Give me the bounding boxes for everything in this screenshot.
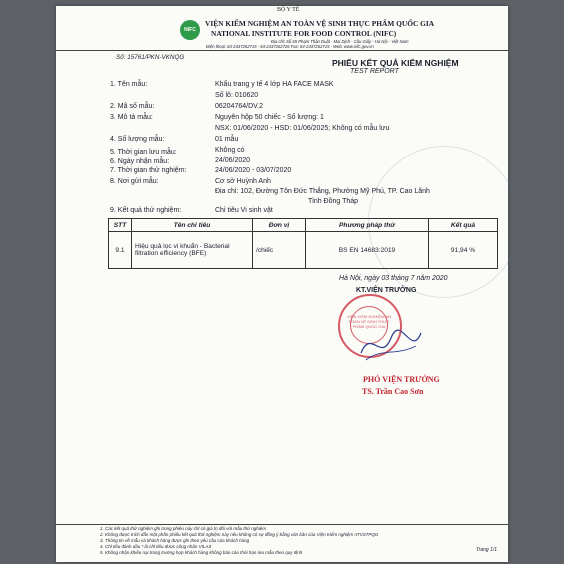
- col-result: Kết quả: [429, 219, 498, 232]
- field-value: NSX: 01/06/2020 - HSD: 01/06/2025; Không có mẫu lưu: [215, 125, 390, 132]
- cell-name: Hiệu quả lọc vi khuẩn - Bacterial filtration efficiency (BFE): [132, 232, 253, 269]
- signer-position: PHÓ VIỆN TRƯỞNG: [363, 375, 440, 384]
- field-label: 8. Nơi gửi mẫu:: [110, 178, 159, 185]
- field-value: Khẩu trang y tế 4 lớp HA FACE MASK: [215, 81, 334, 88]
- field-value: Không có: [215, 147, 245, 154]
- table-header-row: [109, 219, 498, 232]
- col-method: Phương pháp thử: [306, 219, 429, 232]
- field-label: 3. Mô tả mẫu:: [110, 114, 153, 121]
- footnote: 4. Chỉ tiêu đánh dấu * là chỉ tiêu được công nhận VILAS: [100, 544, 212, 549]
- ministry-name: BỘ Y TẾ: [277, 7, 300, 13]
- field-value: 24/06/2020 - 03/07/2020: [215, 167, 292, 174]
- issue-date: Hà Nội, ngày 03 tháng 7 năm 2020: [339, 275, 448, 282]
- field-value: Số lô: 010620: [215, 92, 259, 99]
- nifc-logo: NIFC: [180, 20, 200, 40]
- cell-stt: 9.1: [109, 232, 132, 269]
- col-name: Tên chỉ tiêu: [132, 219, 253, 232]
- field-label: 4. Số lượng mẫu:: [110, 136, 165, 143]
- results-table: [108, 218, 498, 269]
- field-label: 6. Ngày nhận mẫu:: [110, 158, 170, 165]
- institute-address: Địa chỉ: Số 65 Phạm Thận Duật - Mai Dịch - Cầu Giấy - Hà Nội - Việt Nam: [271, 39, 409, 44]
- field-value: Địa chỉ: 102, Đường Tôn Đức Thắng, Phường Mỹ Phú, TP. Cao Lãnh: [215, 188, 430, 195]
- field-value: Nguyên hộp 50 chiếc - Số lượng: 1: [215, 114, 324, 121]
- signer-name: TS. Trần Cao Sơn: [362, 387, 424, 396]
- header-divider: [56, 50, 508, 51]
- field-value: 06204764/DV.2: [215, 103, 264, 110]
- document-number: Số: 15761/PKN-VKNQG: [116, 54, 185, 61]
- test-report-document: [56, 6, 508, 562]
- report-title: PHIẾU KẾT QUẢ KIỂM NGHIỆM: [332, 58, 459, 68]
- cell-unit: /chiếc: [253, 232, 306, 269]
- field-label: 9. Kết quả thử nghiệm:: [110, 207, 182, 214]
- field-value: Tỉnh Đồng Tháp: [308, 198, 359, 205]
- field-value: Chỉ tiêu Vi sinh vật: [215, 207, 273, 214]
- footnote: 2. Không được trích dẫn một phần phiếu kết quả thử nghiệm này nếu không có sự đồng ý bằng văn bản của Viện Kiểm nghiệm ATVSTPQG: [100, 532, 379, 537]
- footnote: 1. Các kết quả thử nghiệm ghi trong phiếu này chỉ có giá trị đối với mẫu thử nghiệm: [100, 526, 267, 531]
- handwritten-signature: [356, 318, 426, 368]
- on-behalf-label: KT.VIỆN TRƯỞNG: [356, 287, 417, 294]
- cell-method: BS EN 14683:2019: [306, 232, 429, 269]
- footer-divider: [56, 524, 508, 525]
- col-stt: STT: [109, 219, 132, 232]
- institute-contact: Điện thoại: 84-2437262715 - 84-2437262726 Fax: 84-2437262715 - Web: www.nifc.gov.vn: [206, 44, 374, 49]
- field-value: 01 mẫu: [215, 136, 239, 143]
- table-row: [109, 232, 498, 269]
- col-unit: Đơn vị: [253, 219, 306, 232]
- institute-name-vn: VIỆN KIỂM NGHIỆM AN TOÀN VỆ SINH THỰC PHẨM QUỐC GIA: [205, 19, 435, 28]
- field-label: 1. Tên mẫu:: [110, 81, 148, 88]
- page-number: Trang 1/1: [476, 547, 498, 553]
- cell-result: 91,94 %: [429, 232, 498, 269]
- institute-name-en: NATIONAL INSTITUTE FOR FOOD CONTROL (NIFC): [211, 29, 397, 38]
- stamp-text: VIỆN KIỂM NGHIỆM AN TOÀN VỆ SINH THỰC PHẨM QUỐC GIA: [347, 314, 391, 329]
- footnote: 5. Không nhận khiếu nại trong trường hợp khách hàng không báo cáo thời hạn lưu mẫu theo quy định: [100, 550, 303, 555]
- field-label: 5. Thời gian lưu mẫu:: [110, 149, 177, 156]
- footnote: 3. Thông tin về mẫu và khách hàng được ghi theo yêu cầu của khách hàng: [100, 538, 250, 543]
- field-label: 7. Thời gian thử nghiệm:: [110, 167, 187, 174]
- field-value: 24/06/2020: [215, 157, 251, 164]
- field-value: Cơ sở Huỳnh Anh: [215, 178, 271, 185]
- report-subtitle: TEST REPORT: [350, 68, 399, 75]
- field-label: 2. Mã số mẫu:: [110, 103, 155, 110]
